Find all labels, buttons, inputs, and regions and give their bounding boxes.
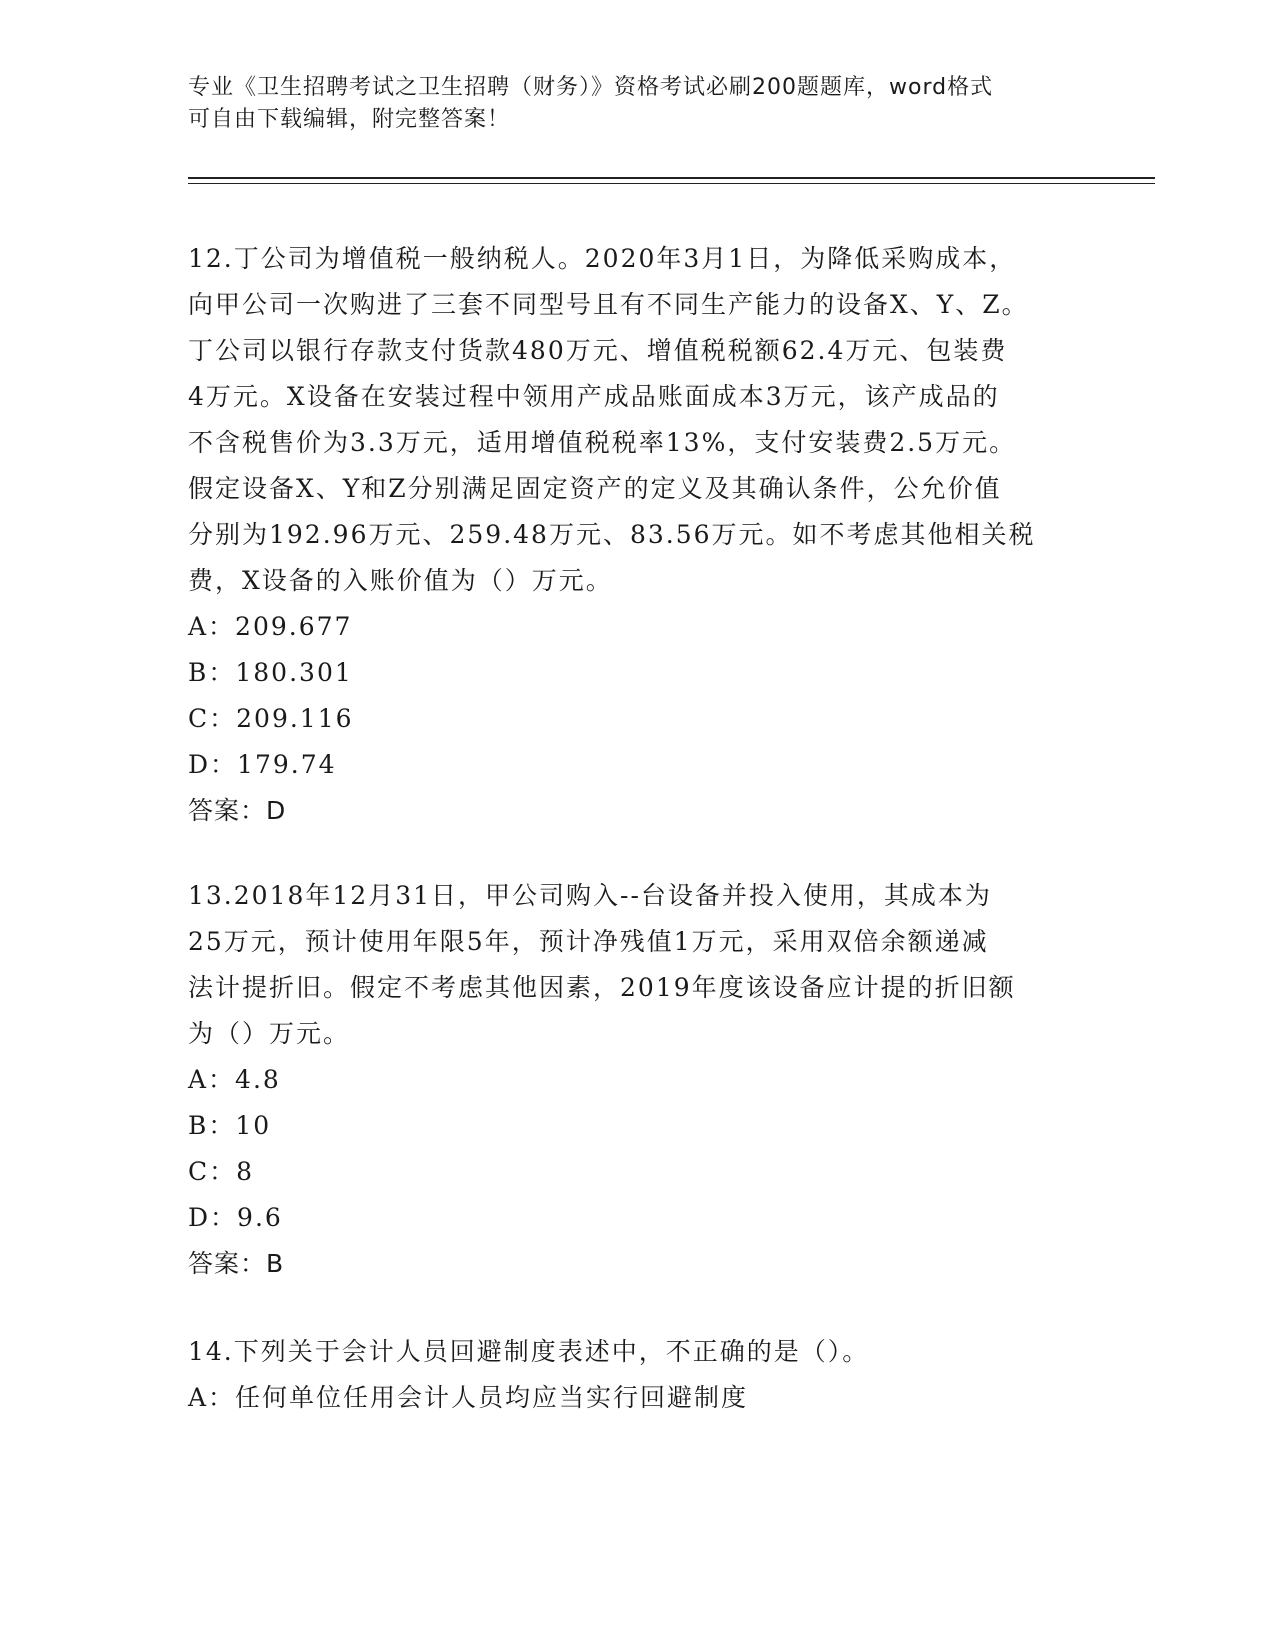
question-line: 13.2018年12月31日，甲公司购入--台设备并投入使用，其成本为 xyxy=(188,881,992,910)
question-line: 向甲公司一次购进了三套不同型号且有不同生产能力的设备X、Y、Z。 xyxy=(188,290,1029,319)
option-d: D：9.6 xyxy=(188,1203,283,1232)
question-line: 25万元，预计使用年限5年，预计净残值1万元，采用双倍余额递减 xyxy=(188,927,989,956)
question-14 xyxy=(188,1329,1088,1421)
question-line: 分别为192.96万元、259.48万元、83.56万元。如不考虑其他相关税 xyxy=(188,520,1036,549)
question-line: 不含税售价为3.3万元，适用增值税税率13%，支付安装费2.5万元。 xyxy=(188,428,1017,457)
option-a: A：4.8 xyxy=(188,1065,281,1094)
question-line: 为（）万元。 xyxy=(188,1019,351,1048)
question-12 xyxy=(188,236,1088,834)
question-line: 法计提折旧。假定不考虑其他因素，2019年度该设备应计提的折旧额 xyxy=(188,973,1016,1002)
question-13 xyxy=(188,873,1088,1287)
question-line: 14.下列关于会计人员回避制度表述中，不正确的是（）。 xyxy=(188,1337,870,1366)
header-line: 专业《卫生招聘考试之卫生招聘（财务）》资格考试必刷200题题库，word格式 xyxy=(188,75,994,100)
option-b: B：180.301 xyxy=(188,658,353,687)
header-line: 可自由下载编辑，附完整答案！ xyxy=(188,107,511,132)
question-line: 费，X设备的入账价值为（）万元。 xyxy=(188,566,613,595)
option-c: C：209.116 xyxy=(188,704,354,733)
option-c: C：8 xyxy=(188,1157,255,1186)
header-divider xyxy=(188,177,1155,179)
option-d: D：179.74 xyxy=(188,750,337,779)
option-b: B：10 xyxy=(188,1111,272,1140)
question-line: 4万元。X设备在安装过程中领用产成品账面成本3万元，该产成品的 xyxy=(188,382,1000,411)
question-line: 假定设备X、Y和Z分别满足固定资产的定义及其确认条件，公允价值 xyxy=(188,474,1002,503)
question-line: 12.丁公司为增值税一般纳税人。2020年3月1日，为降低采购成本， xyxy=(188,244,1017,273)
document-header xyxy=(188,72,1068,136)
question-line: 丁公司以银行存款支付货款480万元、增值税税额62.4万元、包装费 xyxy=(188,336,1008,365)
option-a: A：209.677 xyxy=(188,612,353,641)
header-divider xyxy=(188,183,1155,184)
answer: 答案：D xyxy=(188,796,287,825)
answer: 答案：B xyxy=(188,1249,285,1278)
option-a: A：任何单位任用会计人员均应当实行回避制度 xyxy=(188,1383,749,1412)
